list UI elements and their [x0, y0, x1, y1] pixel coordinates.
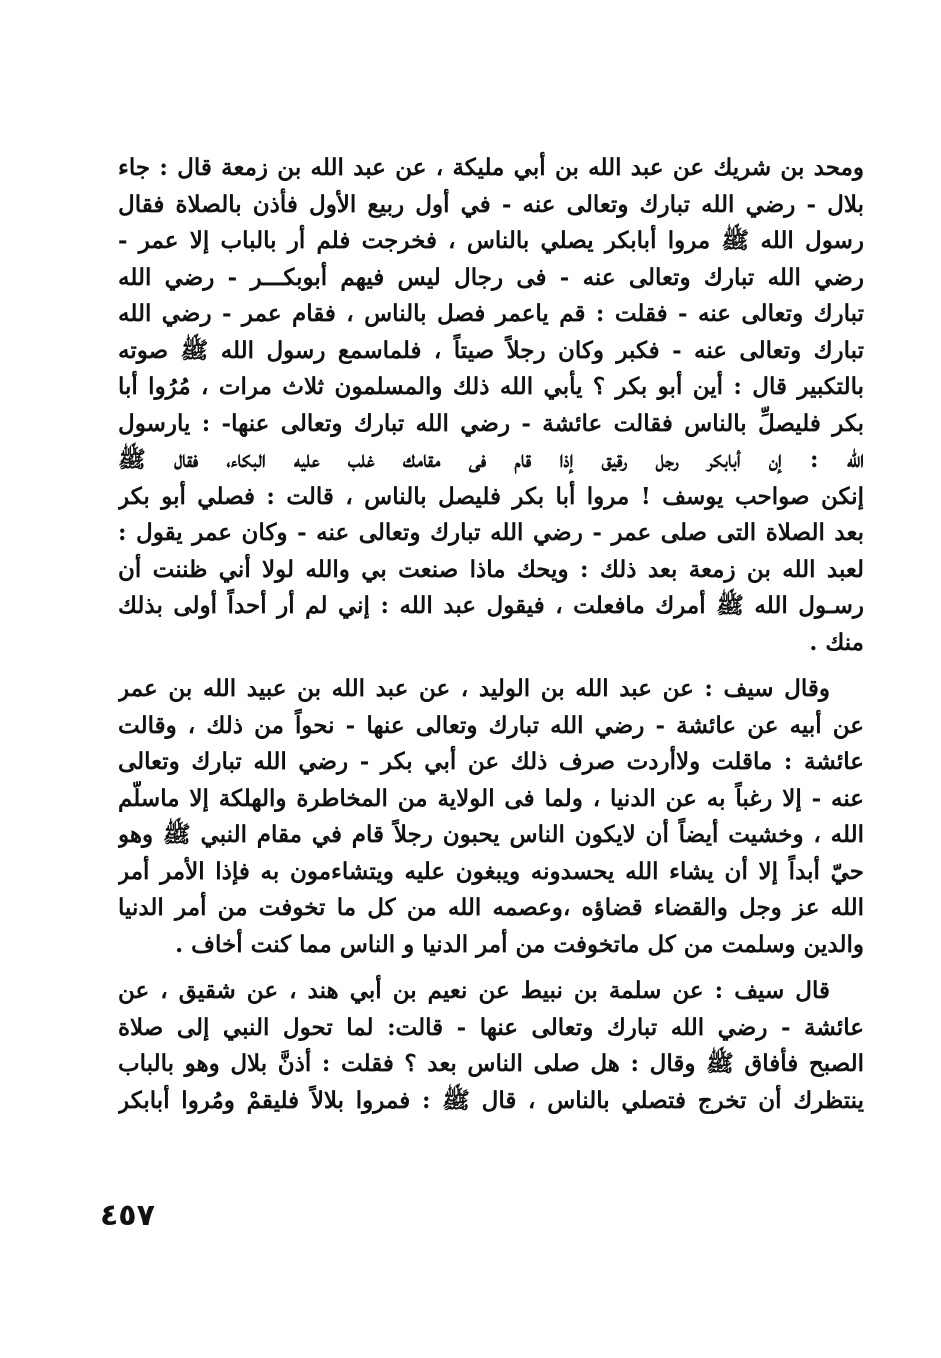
text-line: لعبد الله بن زمعة بعد ذلك : ويحك ماذا صنعت بي والله لولا أني ظننت أن: [118, 555, 864, 583]
text-line: رسول الله ﷺ مروا أبابكر يصلي بالناس ، فخرجت فلم أر بالباب إلا عمر -: [118, 227, 864, 254]
text-line: الله : إن أبابكر رجل رقيق إذا قام فى مقامك غلب عليه البكاء، فقال ﷺ: [118, 446, 864, 473]
paragraph-1: [118, 150, 864, 661]
paragraph-3: [118, 973, 864, 1119]
text-line: الصبح فأفاق ﷺ وقال : هل صلى الناس بعد ؟ فقلت : أذنَّ بلال وهو بالباب: [118, 1050, 864, 1077]
text-line: الله ، وخشيت أيضاً أن لايكون الناس يحبون رجلاً قام في مقام النبي ﷺ وهو: [118, 821, 864, 848]
paragraph-2: [118, 671, 864, 963]
paragraph-gap: [118, 661, 864, 671]
text-line: وقال سيف : عن عبد الله بن الوليد ، عن عبد الله بن عبيد الله بن عمر: [118, 675, 830, 702]
text-line: والدين وسلمت من كل ماتخوفت من أمر الدنيا و الناس مما كنت أخاف .: [175, 930, 864, 958]
text-line: تبارك وتعالى عنه - فكبر وكان رجلاً صيتاً ، فلماسمع رسول الله ﷺ صوته: [118, 336, 864, 364]
text-line: حيّ أبداً إلا أن يشاء الله يحسدونه ويبغون عليه ويتشاءمون به فإذا الأمر أمر: [118, 857, 864, 885]
text-line: الله عز وجل والقضاء قضاؤه ،وعصمه الله من كل ما تخوفت من أمر الدنيا: [118, 894, 864, 921]
text-line: عائشة : ماقلت ولاأردت صرف ذلك عن أبي بكر - رضي الله تبارك وتعالى: [118, 748, 864, 775]
text-line: بالتكبير قال : أين أبو بكر ؟ يأبي الله ذلك والمسلمون ثلاث مرات ، مُرُوا أبا: [118, 373, 864, 400]
text-line: ينتظرك أن تخرج فتصلي بالناس ، قال ﷺ : فمروا بلالاً فليقمْ ومُروا أبابكر: [118, 1086, 864, 1114]
text-line: تبارك وتعالى عنه - فقلت : قم ياعمر فصل بالناس ، فقام عمر - رضي الله: [118, 300, 864, 327]
text-line: عائشة - رضي الله تبارك وتعالى عنها - قالت: لما تحول النبي إلى صلاة: [118, 1013, 864, 1041]
text-line: بلال - رضي الله تبارك وتعالى عنه - في أول ربيع الأول فأذن بالصلاة فقال: [118, 190, 864, 218]
text-line: منك .: [809, 628, 864, 656]
text-line: عنه - إلا رغباً به عن الدنيا ، ولما فى الولاية من المخاطرة والهلكة إلا ماسلَّم: [118, 784, 864, 812]
text-line: رضي الله تبارك وتعالى عنه - فى رجال ليس فيهم أبوبكـــر - رضي الله: [118, 263, 864, 291]
page-number: ٤٥٧: [100, 1198, 155, 1233]
text-line: رسـول الله ﷺ أمرك مافعلت ، فيقول عبد الله : إني لم أر أحداً أولى بذلك: [118, 592, 864, 619]
page-body: [118, 150, 864, 1119]
text-line: عن أبيه عن عائشة - رضي الله تبارك وتعالى عنها - نحواً من ذلك ، وقالت: [118, 711, 864, 739]
text-line: قال سيف : عن سلمة بن نبيط عن نعيم بن أبي هند ، عن شقيق ، عن: [118, 977, 830, 1004]
paragraph-gap: [118, 963, 864, 973]
text-line: إنكن صواحب يوسف ! مروا أبا بكر فليصل بالناس ، قالت : فصلي أبو بكر: [118, 482, 864, 510]
text-line: ومحد بن شريك عن عبد الله بن أبي مليكة ، عن عبد الله بن زمعة قال : جاء: [118, 154, 864, 181]
text-line: بكر فليصلِّ بالناس فقالت عائشة - رضي الله تبارك وتعالى عنها- : يارسول: [118, 409, 864, 437]
text-line: بعد الصلاة التى صلى عمر - رضي الله تبارك وتعالى عنه - وكان عمر يقول :: [118, 519, 864, 546]
